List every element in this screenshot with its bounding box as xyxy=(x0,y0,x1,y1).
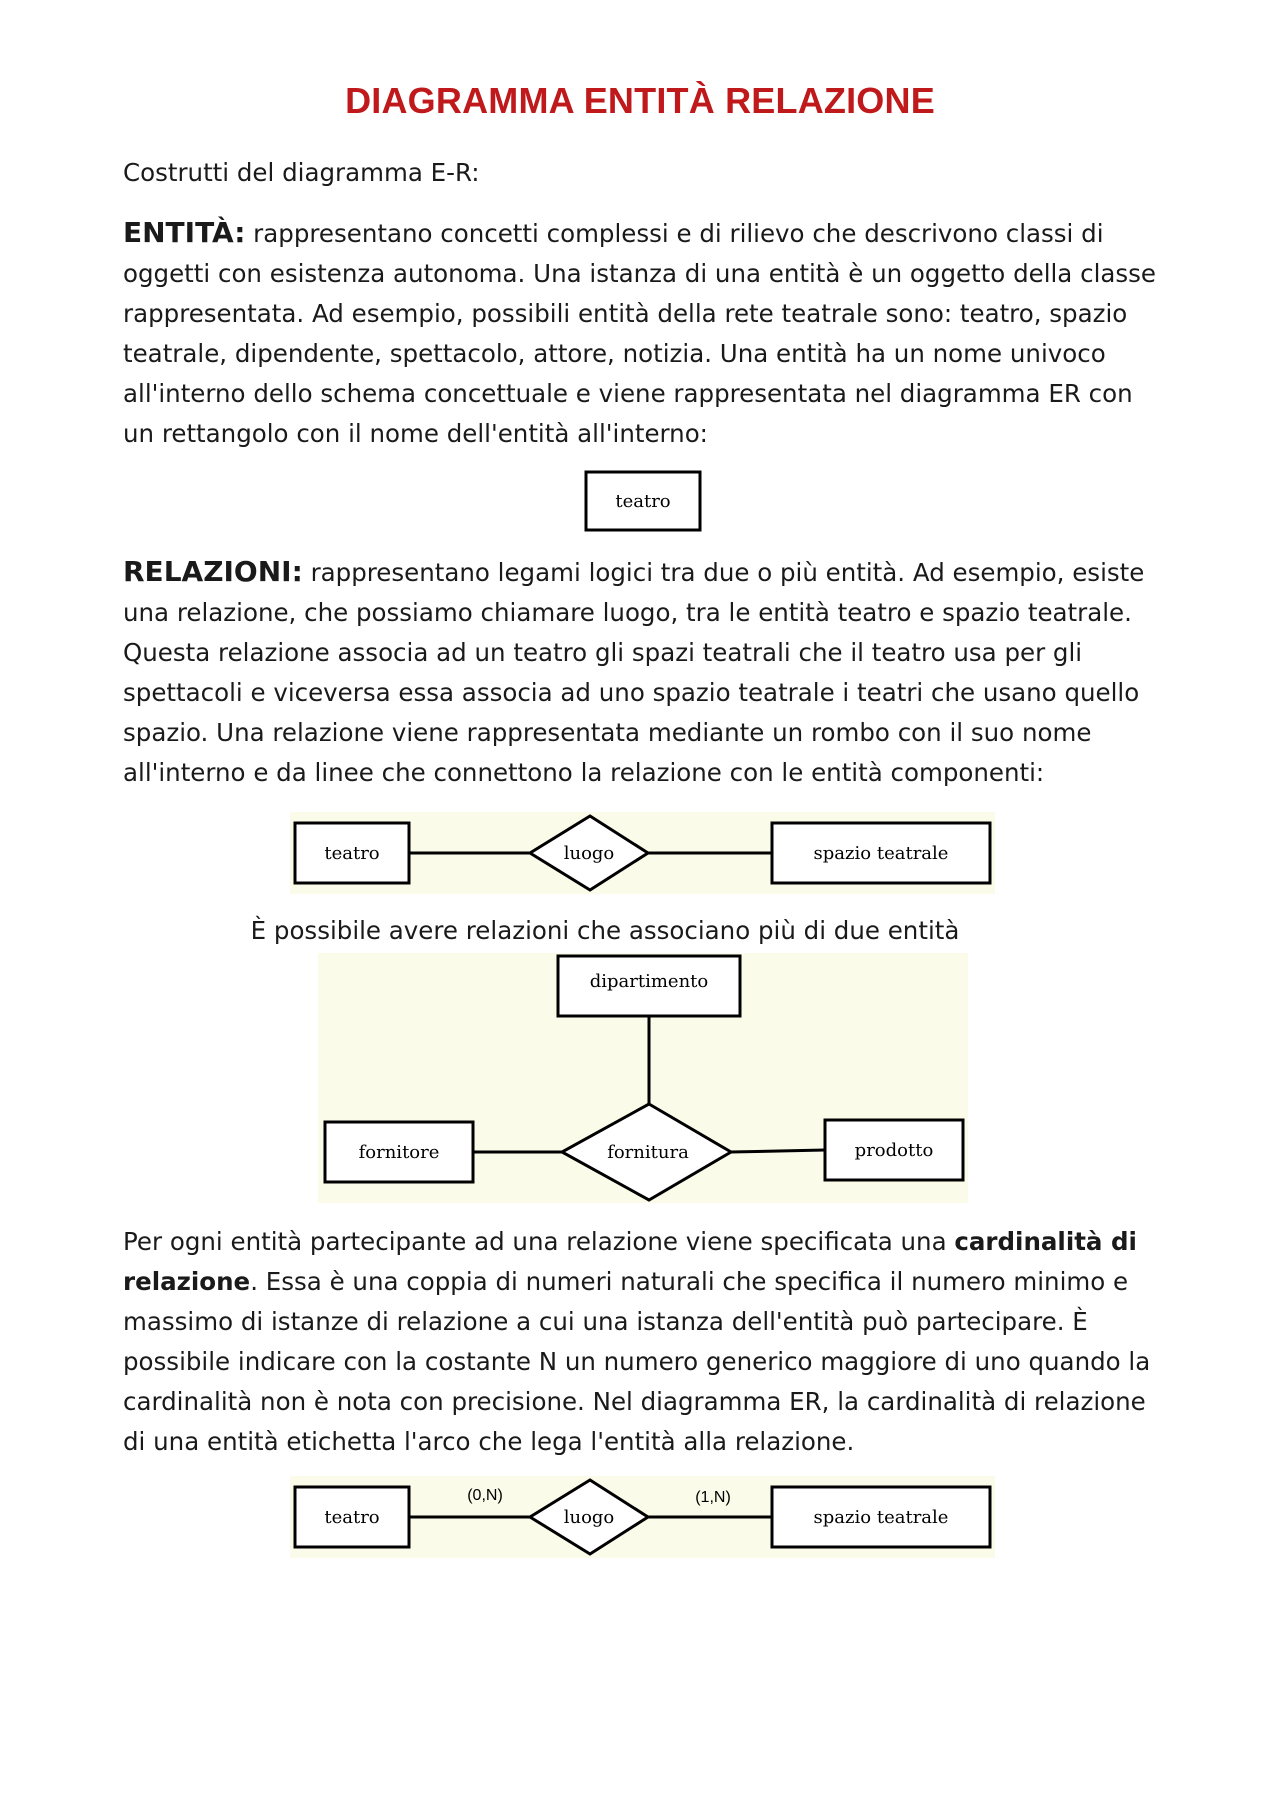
entity-label-spazio-teatrale: spazio teatrale xyxy=(813,1507,949,1528)
entity-label-dipartimento: dipartimento xyxy=(589,971,709,992)
relation-label-fornitura: fornitura xyxy=(607,1142,689,1163)
entity-example-diagram xyxy=(584,470,702,532)
cardinality-label-right: (1,N) xyxy=(695,1489,731,1506)
entity-label-teatro: teatro xyxy=(324,1507,380,1528)
relation-label-luogo: luogo xyxy=(563,1507,615,1528)
entity-label-prodotto: prodotto xyxy=(854,1140,934,1161)
relation-diagram-fornitura xyxy=(318,953,968,1203)
entity-label-teatro: teatro xyxy=(324,843,380,864)
intro-text: Costrutti del diagramma E-R: xyxy=(123,158,480,187)
relazioni-paragraph xyxy=(123,552,1163,793)
cardinalita-text-before: Per ogni entità partecipante ad una relazione viene specificata una xyxy=(123,1227,955,1256)
entita-heading: ENTITÀ: xyxy=(123,216,246,249)
entity-label-teatro: teatro xyxy=(615,491,671,512)
entity-label-spazio-teatrale: spazio teatrale xyxy=(813,843,949,864)
cardinalita-bold-term: cardinalità di relazione xyxy=(123,1227,1137,1296)
cardinalita-paragraph xyxy=(123,1222,1163,1462)
relation-diagram-luogo xyxy=(290,812,995,894)
entita-paragraph xyxy=(123,213,1163,454)
cardinality-label-left: (0,N) xyxy=(467,1487,503,1504)
relazioni-text: rappresentano legami logici tra due o più entità. Ad esempio, esiste una relazione, che possiamo chiamare luogo, tra le entità teatro e spazio teatrale. Questa relazione associa ad un teatro gli spazi teatrali che il teatro usa per gli spettacoli e viceversa essa associa ad uno spazio teatrale i teatri che usano quello spazio. Una relazione viene rappresentata mediante un rombo con il suo nome all'interno e da linee che connettono la relazione con le entità componenti: xyxy=(123,558,1145,787)
connector-line-right xyxy=(731,1150,825,1152)
relation-diagram-cardinality xyxy=(290,1476,995,1558)
ternary-caption: È possibile avere relazioni che associano più di due entità xyxy=(250,916,960,945)
entita-text: rappresentano concetti complessi e di rilievo che descrivono classi di oggetti con esistenza autonoma. Una istanza di una entità è un oggetto della classe rappresentata. Ad esempio, possibili entità della rete teatrale sono: teatro, spazio teatrale, dipendente, spettacolo, attore, notizia. Una entità ha un nome univoco all'interno dello schema concettuale e viene rappresentata nel diagramma ER con un rettangolo con il nome dell'entità all'interno: xyxy=(123,219,1156,448)
relation-label-luogo: luogo xyxy=(563,843,615,864)
cardinalita-text-after: . Essa è una coppia di numeri naturali che specifica il numero minimo e massimo di istanze di relazione a cui una istanza dell'entità può partecipare. È possibile indicare con la costante N un numero generico maggiore di uno quando la cardinalità non è nota con precisione. Nel diagramma ER, la cardinalità di relazione di una entità etichetta l'arco che lega l'entità alla relazione. xyxy=(123,1267,1151,1456)
relazioni-heading: RELAZIONI: xyxy=(123,555,303,588)
page-title: DIAGRAMMA ENTITÀ RELAZIONE xyxy=(345,80,935,121)
entity-label-fornitore: fornitore xyxy=(358,1142,440,1163)
